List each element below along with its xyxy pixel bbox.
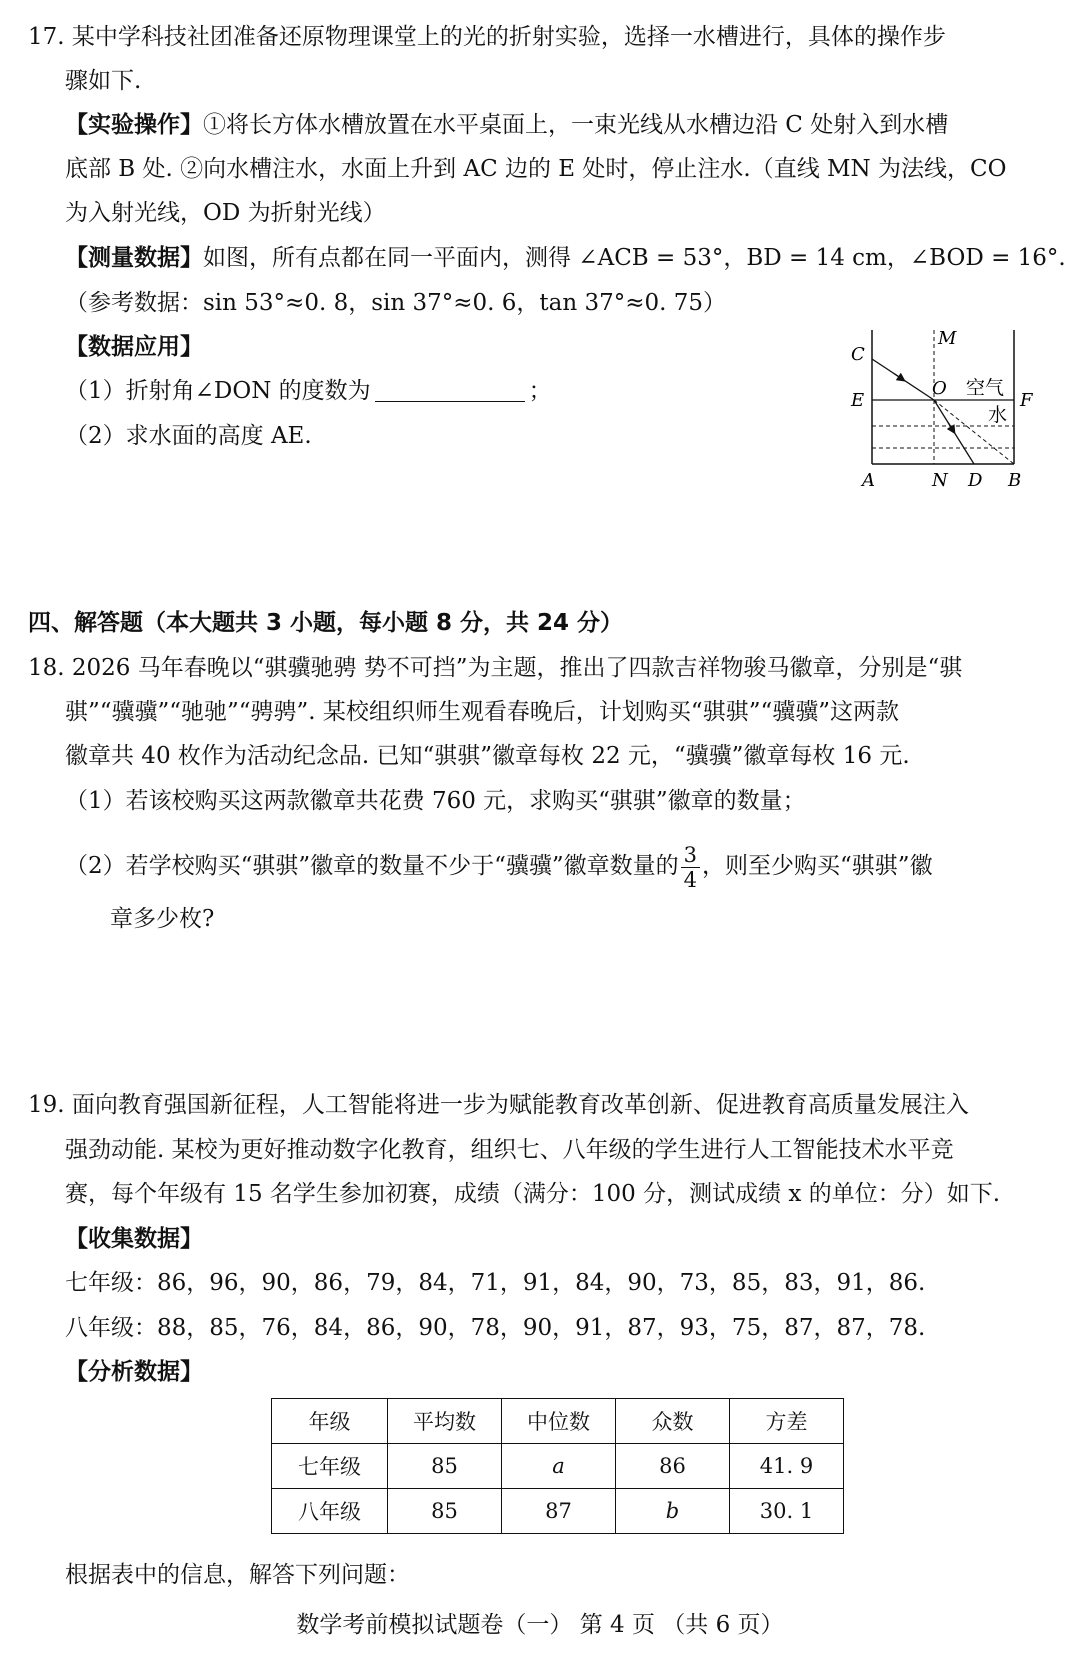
q18-sub1: （1）若该校购买这两款徽章共花费 760 元，求购买“骐骐”徽章的数量； (65, 788, 806, 814)
table-cell: 七年级 (272, 1444, 388, 1489)
q17-sub1 (65, 376, 552, 406)
label-f: F (1020, 390, 1033, 411)
table-header: 众数 (616, 1399, 730, 1444)
incident-ray (872, 359, 934, 400)
table-cell: 86 (616, 1444, 730, 1489)
table-header: 平均数 (388, 1399, 502, 1444)
label-b: B (1008, 470, 1022, 491)
q18-line2: 骐”“骥骥”“驰驰”“骋骋”. 某校组织师生观看春晚后，计划购买“骐骐”“骥骥”这两款 (65, 699, 899, 725)
q17-sub1-end: ； (528, 378, 552, 404)
statistics-table (271, 1398, 844, 1534)
label-m: M (938, 330, 957, 349)
q18-sub2-continued: 章多少枚? (110, 906, 215, 932)
analyze-data-label: 【分析数据】 (65, 1359, 203, 1385)
q17-operation-line2: 底部 B 处. ②向水槽注水，水面上升到 AC 边的 E 处时，停止注水.（直线 MN 为法线，CO (65, 156, 1007, 182)
table-cell: 30. 1 (730, 1489, 844, 1534)
label-a: A (862, 470, 875, 491)
q18-line1: 18. 2026 马年春晚以“骐骥驰骋 势不可挡”为主题，推出了四款吉祥物骏马徽章，分别是“骐 (28, 655, 963, 681)
operation-text1: ①将长方体水槽放置在水平桌面上，一束光线从水槽边沿 C 处射入到水槽 (203, 112, 949, 138)
label-c: C (851, 344, 865, 365)
table-cell: 87 (502, 1489, 616, 1534)
q19-ask: 根据表中的信息，解答下列问题： (65, 1562, 410, 1588)
q19-line2: 强劲动能. 某校为更好推动数字化教育，组织七、八年级的学生进行人工智能技术水平竞 (65, 1137, 954, 1163)
table-header-row (272, 1399, 844, 1444)
table-cell: b (616, 1489, 730, 1534)
grade8-scores: 八年级：88，85，76，84，86，90，78，90，91，87，93，75，87，87，78. (65, 1315, 926, 1341)
table-cell: 85 (388, 1489, 502, 1534)
q17-operation-line3: 为入射光线，OD 为折射光线） (65, 200, 386, 226)
q19-line3: 赛，每个年级有 15 名学生参加初赛，成绩（满分：100 分，测试成绩 x 的单位：分）如下. (65, 1181, 1001, 1207)
application-label: 【数据应用】 (65, 334, 203, 360)
section-heading: 四、解答题（本大题共 3 小题，每小题 8 分，共 24 分） (28, 610, 624, 636)
q18-sub2 (65, 838, 933, 894)
q17-line2: 骤如下. (65, 68, 142, 94)
q18-line3: 徽章共 40 枚作为活动纪念品. 已知“骐骐”徽章每枚 22 元，“骥骥”徽章每枚 16 元. (65, 743, 910, 769)
refracted-ray (934, 400, 974, 464)
operation-label: 【实验操作】 (65, 112, 203, 138)
table-header: 中位数 (502, 1399, 616, 1444)
q18-sub2-text: （2）若学校购买“骐骐”徽章的数量不少于“骥骥”徽章数量的 (65, 853, 679, 879)
table-header: 方差 (730, 1399, 844, 1444)
table-header: 年级 (272, 1399, 388, 1444)
page-footer: 数学考前模拟试题卷（一） 第 4 页 （共 6 页） (296, 1612, 784, 1638)
answer-blank (375, 379, 525, 402)
label-d: D (968, 470, 983, 491)
incident-arrow (894, 374, 902, 380)
fraction-denominator: 4 (683, 867, 698, 892)
q17-sub1-text: （1）折射角∠DON 的度数为 (65, 378, 371, 404)
table-cell: 41. 9 (730, 1444, 844, 1489)
refraction-diagram (840, 330, 1040, 510)
q17-sub2: （2）求水面的高度 AE. (65, 423, 312, 449)
label-n: N (932, 470, 948, 491)
q17-line1: 17. 某中学科技社团准备还原物理课堂上的光的折射实验，选择一水槽进行，具体的操作步 (28, 24, 946, 50)
q17-operation-line1 (65, 110, 948, 140)
q19-line1: 19. 面向教育强国新征程，人工智能将进一步为赋能教育改革创新、促进教育高质量发展注入 (28, 1092, 969, 1118)
q17-measure-line2: （参考数据：sin 53°≈0. 8，sin 37°≈0. 6，tan 37°≈0. 75） (65, 290, 727, 316)
label-o: O (932, 378, 947, 399)
label-water: 水 (988, 404, 1008, 426)
label-e: E (851, 390, 865, 411)
fraction-numerator: 3 (681, 843, 700, 868)
table-cell: a (502, 1444, 616, 1489)
measure-text1: 如图，所有点都在同一平面内，测得 ∠ACB = 53°，BD = 14 cm，∠BOD = 16°. (203, 245, 1066, 271)
fraction-three-quarters (681, 843, 700, 892)
grade7-scores: 七年级：86，96，90，86，79，84，71，91，84，90，73，85，83，91，86. (65, 1270, 926, 1296)
table-cell: 八年级 (272, 1489, 388, 1534)
label-air: 空气 (966, 377, 1005, 399)
q17-measure-line1 (65, 243, 1066, 273)
measure-label: 【测量数据】 (65, 245, 203, 271)
collect-data-label: 【收集数据】 (65, 1226, 203, 1252)
q18-sub2-text-end: ，则至少购买“骐骐”徽 (702, 853, 933, 879)
table-cell: 85 (388, 1444, 502, 1489)
table-row (272, 1444, 844, 1489)
table-row (272, 1489, 844, 1534)
